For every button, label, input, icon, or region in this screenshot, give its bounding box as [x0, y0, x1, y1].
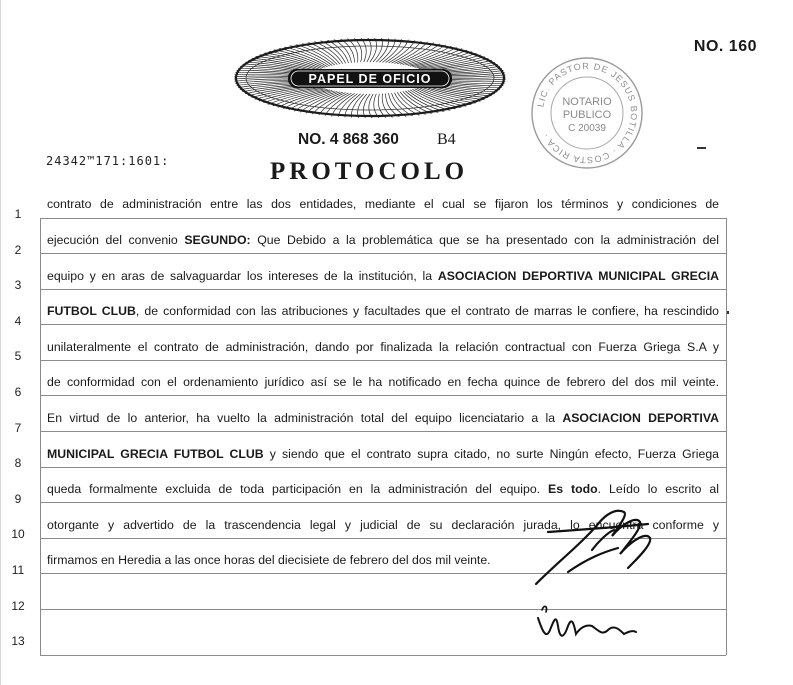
line-number: 1: [14, 207, 22, 221]
stamp-ring-text: LIC. PASTOR DE JESUS BOTILLA · COSTA RICA ·: [535, 60, 640, 166]
text-line-4: FUTBOL CLUB, de conformidad con las atribuciones y facultades que el contrato de marras le confiere, ha rescindido: [47, 304, 720, 318]
ruled-line: [40, 395, 726, 396]
ruled-line: [40, 360, 726, 361]
ruled-line: [40, 253, 726, 254]
emblem-label: PAPEL DE OFICIO: [308, 72, 432, 86]
ruled-line: [40, 431, 726, 432]
line-number: 13: [11, 634, 25, 648]
paper-number: NO. 4 868 360: [298, 131, 399, 148]
document-number: NO. 160: [693, 38, 757, 55]
line-number: 10: [11, 527, 25, 541]
text-line-10: otorgante y advertido de la trascendencia legal y judicial de su declaración jurada, lo encuentra conforme y: [47, 518, 719, 532]
text-line-2: ejecución del convenio SEGUNDO: Que Debido a la problemática que se ha presentado con la administración del: [47, 233, 719, 247]
line-number: 3: [14, 278, 22, 292]
text-line-11: firmamos en Heredia a las once horas del diecisiete de febrero del dos mil veinte.: [47, 553, 491, 567]
text-line-1: contrato de administración entre las dos entidades, mediante el cual se fijaron los términos y condiciones de: [47, 197, 719, 211]
line-number: 8: [14, 456, 22, 470]
line-number: 5: [14, 349, 22, 363]
ruled-line: [40, 289, 726, 290]
stamp-line-2: PUBLICO: [562, 109, 612, 121]
ruled-line: [40, 467, 726, 468]
line-number: 4: [14, 314, 22, 328]
right-margin-line: [726, 218, 727, 655]
line-number: 7: [14, 421, 22, 435]
line-number: 6: [14, 385, 22, 399]
text-line-8: MUNICIPAL GRECIA FUTBOL CLUB y siendo que el contrato supra citado, no surte Ningún efecto, Fuerza Griega: [47, 447, 719, 461]
text-line-6: de conformidad con el ordenamiento jurídico así se le ha notificado en fecha quince de febrero del dos mil veinte.: [47, 375, 719, 389]
signature-upper: [528, 502, 668, 590]
signature-lower: [532, 600, 642, 648]
left-margin-line: [40, 218, 41, 655]
text-line-9: queda formalmente excluida de toda participación en la administración del equipo. Es todo. Leído lo escrito al: [47, 482, 719, 496]
serial-stamp: 24342™171:1601:: [46, 154, 170, 168]
paper-series: B4: [437, 131, 456, 148]
protocol-title: PROTOCOLO: [270, 158, 469, 185]
line-number: 12: [11, 599, 25, 613]
text-line-5: unilateralmente el contrato de administración, dando por finalizada la relación contractual con Fuerza Griega S.A y: [47, 340, 719, 354]
margin-mark: [697, 147, 706, 149]
line-number: 11: [11, 563, 25, 577]
text-line-7: En virtud de lo anterior, ha vuelto la administración total del equipo licenciatario a la ASOCIACION DEPORTIVA: [47, 411, 719, 425]
stamp-line-3: C 20039: [568, 123, 606, 134]
papel-de-oficio-emblem: [232, 36, 508, 120]
notary-stamp: [528, 54, 646, 172]
ruled-line: [40, 324, 726, 325]
stamp-line-1: NOTARIO: [562, 96, 612, 108]
line-number: 2: [14, 243, 22, 257]
margin-dot: [727, 311, 729, 314]
ruled-line: [40, 655, 726, 656]
ruled-line: [40, 218, 726, 219]
text-line-3: equipo y en aras de salvaguardar los intereses de la institución, la ASOCIACION DEPORTIVA MUNICIPAL GRECIA: [47, 269, 719, 283]
line-number: 9: [14, 492, 22, 506]
